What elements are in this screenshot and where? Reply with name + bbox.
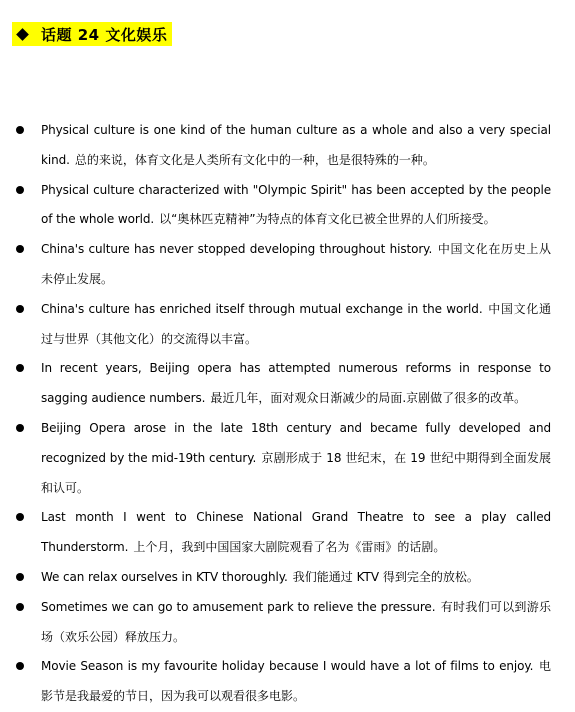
bullet-icon bbox=[16, 245, 24, 253]
topic-heading bbox=[12, 22, 172, 46]
bullet-icon bbox=[16, 662, 24, 670]
english-sentence: China's culture has never stopped developing throughout history. bbox=[41, 242, 433, 257]
english-sentence: Beijing Opera arose in the late 18th century and became fully developed and recognized by the mid-19th century. bbox=[41, 420, 551, 465]
english-sentence: Last month I went to Chinese National Grand Theatre to see a play called Thunderstorm. bbox=[41, 510, 551, 555]
list-item bbox=[0, 414, 575, 503]
chinese-translation: 中国文化在历史上从未停止发展。 bbox=[41, 242, 551, 286]
bullet-icon bbox=[16, 186, 24, 194]
chinese-translation: 京剧形成于 18 世纪末，在 19 世纪中期得到全面发展和认可。 bbox=[41, 450, 551, 495]
bullet-icon bbox=[16, 513, 24, 521]
english-sentence: China's culture has enriched itself through mutual exchange in the world. bbox=[41, 301, 483, 316]
list-item bbox=[0, 176, 575, 236]
list-item bbox=[0, 652, 575, 712]
chinese-translation: 以“奥林匹克精神”为特点的体育文化已被全世界的人们所接受。 bbox=[159, 212, 496, 227]
list-item bbox=[0, 593, 575, 653]
english-sentence: Movie Season is my favourite holiday because I would have a lot of films to enjoy. bbox=[41, 659, 534, 674]
list-item bbox=[0, 116, 575, 176]
list-item bbox=[0, 563, 575, 593]
list-item bbox=[0, 503, 575, 563]
list-item bbox=[0, 235, 575, 295]
chinese-translation: 我们能通过 KTV 得到完全的放松。 bbox=[292, 569, 479, 584]
english-sentence: In recent years, Beijing opera has attempted numerous reforms in response to sagging audience numbers. bbox=[41, 361, 551, 406]
list-item bbox=[0, 295, 575, 355]
english-sentence: Sometimes we can go to amusement park to relieve the pressure. bbox=[41, 599, 436, 614]
list-item bbox=[0, 354, 575, 414]
bullet-icon bbox=[16, 305, 24, 313]
bullet-icon bbox=[16, 573, 24, 581]
english-sentence: Physical culture characterized with "Olympic Spirit" has been accepted by the people of the whole world. bbox=[41, 182, 551, 227]
english-sentence: Physical culture is one kind of the human culture as a whole and also a very special kind. bbox=[41, 123, 551, 167]
bullet-icon bbox=[16, 364, 24, 372]
chinese-translation: 有时我们可以到游乐场（欢乐公园）释放压力。 bbox=[41, 599, 551, 644]
chinese-translation: 中国文化通过与世界（其他文化）的交流得以丰富。 bbox=[41, 301, 551, 346]
topic-title: 话题 24 文化娱乐 bbox=[41, 25, 168, 44]
english-sentence: We can relax ourselves in KTV thoroughly. bbox=[41, 569, 288, 584]
chinese-translation: 上个月，我到中国国家大剧院观看了名为《雷雨》的话剧。 bbox=[133, 540, 446, 555]
diamond-bullet-icon bbox=[16, 28, 29, 41]
bullet-icon bbox=[16, 603, 24, 611]
sentence-list bbox=[0, 116, 575, 712]
bullet-icon bbox=[16, 424, 24, 432]
chinese-translation: 电影节是我最爱的节日，因为我可以观看很多电影。 bbox=[41, 659, 551, 704]
chinese-translation: 总的来说，体育文化是人类所有文化中的一种，也是很特殊的一种。 bbox=[74, 152, 435, 167]
chinese-translation: 最近几年，面对观众日渐减少的局面.京剧做了很多的改革。 bbox=[210, 391, 527, 406]
bullet-icon bbox=[16, 126, 24, 134]
